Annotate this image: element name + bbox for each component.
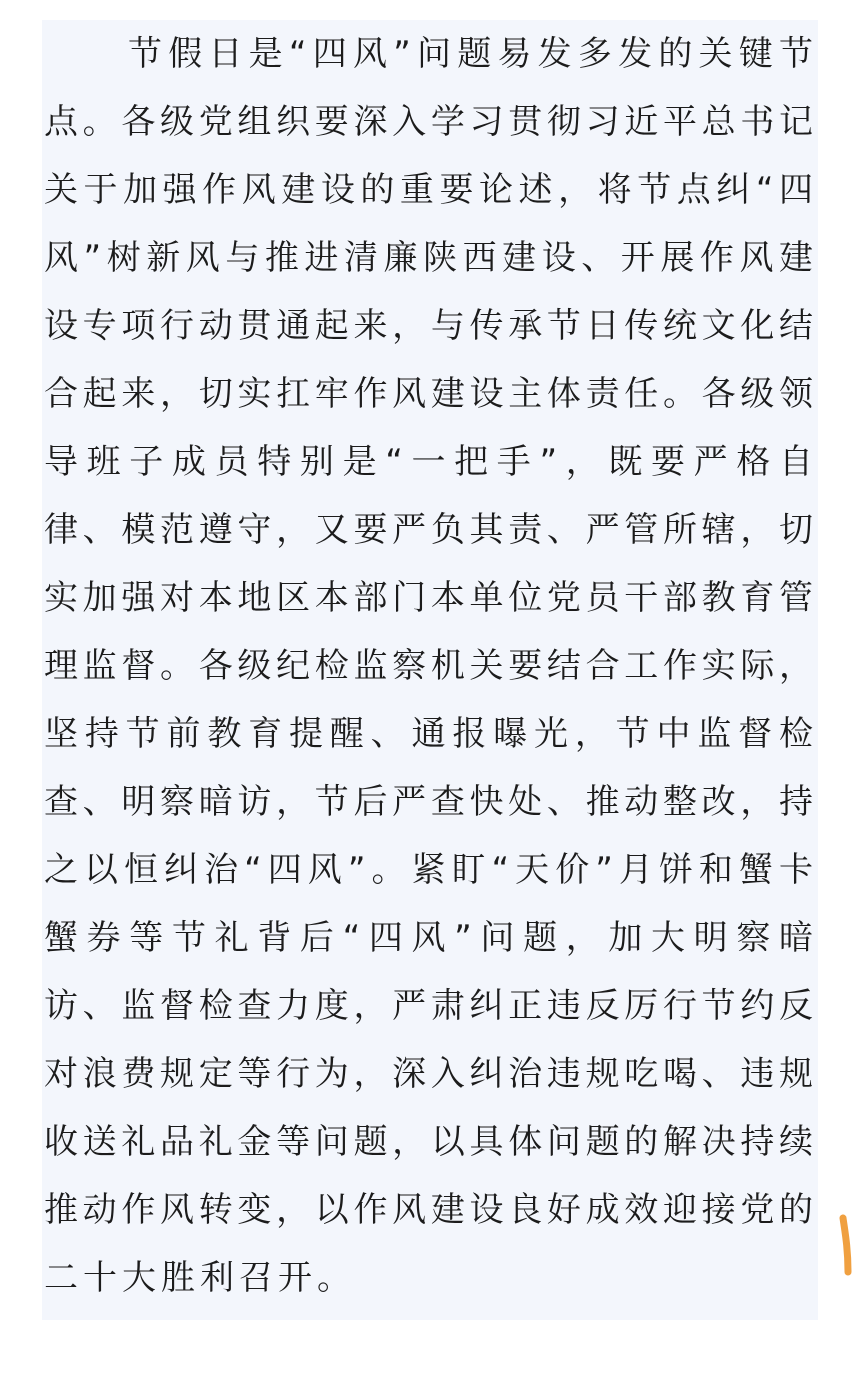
article-line-10: 理监督。各级纪检监察机关要结合工作实际，	[44, 646, 814, 686]
article-line-3: 关于加强作风建设的重要论述，将节点纠“四	[44, 170, 814, 210]
article-line-5: 设专项行动贯通起来，与传承节日传统文化结	[44, 306, 814, 346]
article-line-11: 坚持节前教育提醒、通报曝光，节中监督检	[44, 714, 814, 754]
article-line-4: 风”树新风与推进清廉陕西建设、开展作风建	[44, 238, 814, 278]
highlighter-stroke-icon	[836, 1214, 858, 1278]
article-line-2: 点。各级党组织要深入学习贯彻习近平总书记	[44, 102, 814, 142]
article-line-17: 收送礼品礼金等问题，以具体问题的解决持续	[44, 1122, 814, 1162]
article-line-7: 导班子成员特别是“一把手”，既要严格自	[44, 442, 814, 482]
article-line-16: 对浪费规定等行为，深入纠治违规吃喝、违规	[44, 1054, 814, 1094]
article-line-1: 节假日是“四风”问题易发多发的关键节	[128, 34, 814, 74]
article-line-18: 推动作风转变，以作风建设良好成效迎接党的	[44, 1190, 814, 1230]
article-line-9: 实加强对本地区本部门本单位党员干部教育管	[44, 578, 814, 618]
article-line-6: 合起来，切实扛牢作风建设主体责任。各级领	[44, 374, 814, 414]
article-line-12: 查、明察暗访，节后严查快处、推动整改，持	[44, 782, 814, 822]
article-line-13: 之以恒纠治“四风”。紧盯“天价”月饼和蟹卡	[44, 850, 814, 890]
article-line-15: 访、监督检查力度，严肃纠正违反厉行节约反	[44, 986, 814, 1026]
article-line-14: 蟹券等节礼背后“四风”问题，加大明察暗	[44, 918, 814, 958]
article-line-8: 律、模范遵守，又要严负其责、严管所辖，切	[44, 510, 814, 550]
article-line-19: 二十大胜利召开。	[44, 1258, 356, 1298]
